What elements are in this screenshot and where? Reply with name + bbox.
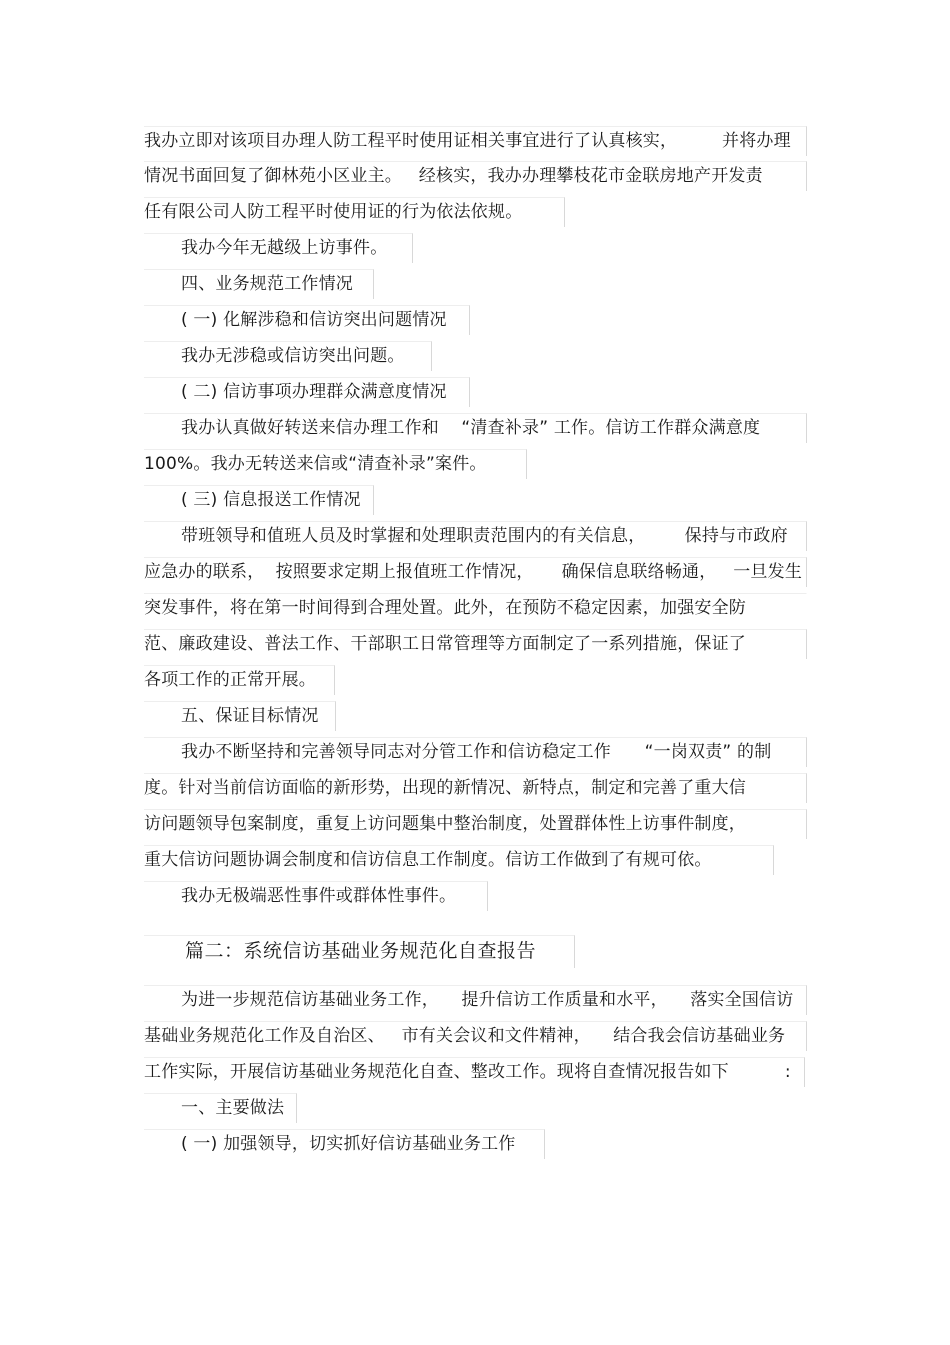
paragraph-line: 突发事件，将在第一时间得到合理处置。此外，在预防不稳定因素，加强安全防 — [144, 598, 746, 618]
paragraph-line: 我办今年无越级上访事件。 — [181, 238, 388, 258]
paragraph-line: 任有限公司人防工程平时使用证的行为依法依规。 — [144, 202, 523, 222]
paragraph-line: 我办无涉稳或信访突出问题。 — [181, 346, 405, 366]
section-heading: 一、主要做法 — [181, 1098, 285, 1118]
subsection-heading: ( 一) 加强领导，切实抓好信访基础业务工作 — [181, 1134, 516, 1154]
paragraph-line: 工作实际，开展信访基础业务规范化自查、整改工作。现将自查情况报告如下 : — [144, 1062, 791, 1082]
paragraph-line: 度。针对当前信访面临的新形势，出现的新情况、新特点，制定和完善了重大信 — [144, 778, 746, 798]
paragraph-line: 情况书面回复了御林苑小区业主。 经核实，我办办理攀枝花市金联房地产开发责 — [144, 166, 763, 186]
section-heading: 四、业务规范工作情况 — [181, 274, 353, 294]
paragraph-line: 带班领导和值班人员及时掌握和处理职责范围内的有关信息， 保持与市政府 — [181, 526, 788, 546]
subsection-heading: ( 二) 信访事项办理群众满意度情况 — [181, 382, 447, 402]
paragraph-line: 我办不断坚持和完善领导同志对分管工作和信访稳定工作 “一岗双责” 的制 — [181, 742, 772, 762]
paragraph-line: 范、廉政建设、普法工作、干部职工日常管理等方面制定了一系列措施，保证了 — [144, 634, 746, 654]
paragraph-line: 为进一步规范信访基础业务工作， 提升信访工作质量和水平， 落实全国信访 — [181, 990, 794, 1010]
subsection-heading: ( 三) 信息报送工作情况 — [181, 490, 361, 510]
subsection-heading: ( 一) 化解涉稳和信访突出问题情况 — [181, 310, 447, 330]
paragraph-line: 我办无极端恶性事件或群体性事件。 — [181, 886, 457, 906]
paragraph-line: 重大信访问题协调会制度和信访信息工作制度。信访工作做到了有规可依。 — [144, 850, 712, 870]
paragraph-line: 我办认真做好转送来信办理工作和 “清查补录” 工作。信访工作群众满意度 — [181, 418, 761, 438]
paragraph-line: 我办立即对该项目办理人防工程平时使用证相关事宜进行了认真核实， 并将办理 — [144, 131, 791, 151]
paragraph-line: 应急办的联系， 按照要求定期上报值班工作情况， 确保信息联络畅通， 一旦发生 — [144, 562, 803, 582]
paragraph-line: 基础业务规范化工作及自治区、 市有关会议和文件精神， 结合我会信访基础业务 — [144, 1026, 786, 1046]
section-heading: 五、保证目标情况 — [181, 706, 319, 726]
paragraph-line: 各项工作的正常开展。 — [144, 670, 316, 690]
paragraph-line: 100%。我办无转送来信或“清查补录”案件。 — [144, 454, 487, 474]
paragraph-line: 访问题领导包案制度，重复上访问题集中整治制度，处置群体性上访事件制度， — [144, 814, 746, 834]
document-heading: 篇二：系统信访基础业务规范化自查报告 — [185, 940, 537, 962]
